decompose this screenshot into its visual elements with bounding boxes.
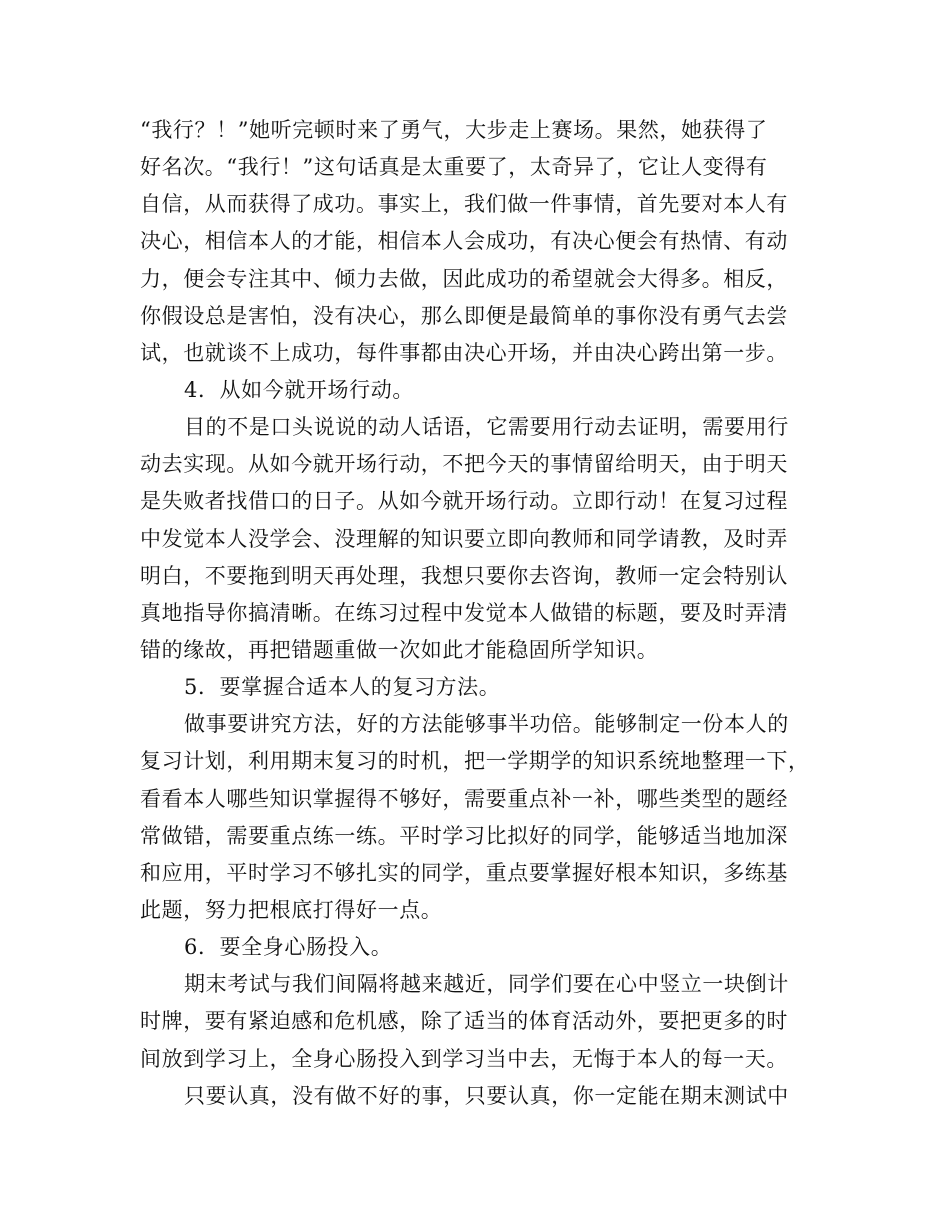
text-line: 明白，不要拖到明天再处理，我想只要你去咨询，教师一定会特别认 [140,563,788,588]
text-line: 自信，从而获得了成功。事实上，我们做一件事情，首先要对本人有 [140,192,788,217]
document-page [140,112,812,1115]
text-line: 目的不是口头说说的动人话语，它需要用行动去证明，需要用行 [184,415,789,440]
section-heading: 4．从如今就开场行动。 [184,377,414,402]
text-line: 期末考试与我们间隔将越来越近，同学们要在心中竖立一块倒计 [184,972,789,997]
text-line: 决心，相信本人的才能，相信本人会成功，有决心便会有热情、有动 [140,229,788,254]
section-heading: 5．要掌握合适本人的复习方法。 [184,675,501,700]
text-line: 是失败者找借口的日子。从如今就开场行动。立即行动！在复习过程 [140,489,788,514]
text-line: 力，便会专注其中、倾力去做，因此成功的希望就会大得多。相反， [140,266,788,291]
text-line: 你假设总是害怕，没有决心，那么即便是最简单的事你没有勇气去尝 [140,303,788,328]
text-line: 复习计划，利用期末复习的时机，把一学期学的知识系统地整理一下， [140,749,810,774]
text-line: 真地指导你搞清晰。在练习过程中发觉本人做错的标题，要及时弄清 [140,600,788,625]
text-line: 动去实现。从如今就开场行动，不把今天的事情留给明天，由于明天 [140,452,788,477]
text-line: 好名次。“我行！”这句话真是太重要了，太奇异了，它让人变得有 [140,155,768,180]
text-line: “我行？！”她听完顿时来了勇气，大步走上赛场。果然，她获得了 [140,118,768,142]
text-line: 试，也就谈不上成功，每件事都由决心开场，并由决心跨出第一步。 [140,340,788,365]
text-line: 时牌，要有紧迫感和危机感，除了适当的体育活动外，要把更多的时 [140,1009,788,1034]
text-line: 做事要讲究方法，好的方法能够事半功倍。能够制定一份本人的 [184,712,789,737]
text-line: 间放到学习上，全身心肠投入到学习当中去，无悔于本人的每一天。 [140,1046,788,1071]
text-line: 此题，努力把根底打得好一点。 [140,897,443,922]
text-line: 只要认真，没有做不好的事，只要认真，你一定能在期末测试中 [184,1083,789,1108]
text-line: 和应用，平时学习不够扎实的同学，重点要掌握好根本知识，多练基 [140,860,788,885]
text-line: 中发觉本人没学会、没理解的知识要立即向教师和同学请教，及时弄 [140,526,788,551]
section-heading: 6．要全身心肠投入。 [184,935,393,960]
text-line: 看看本人哪些知识掌握得不够好，需要重点补一补，哪些类型的题经 [140,786,788,811]
text-line: 常做错，需要重点练一练。平时学习比拟好的同学，能够适当地加深 [140,823,788,848]
text-line: 错的缘故，再把错题重做一次如此才能稳固所学知识。 [140,637,659,662]
